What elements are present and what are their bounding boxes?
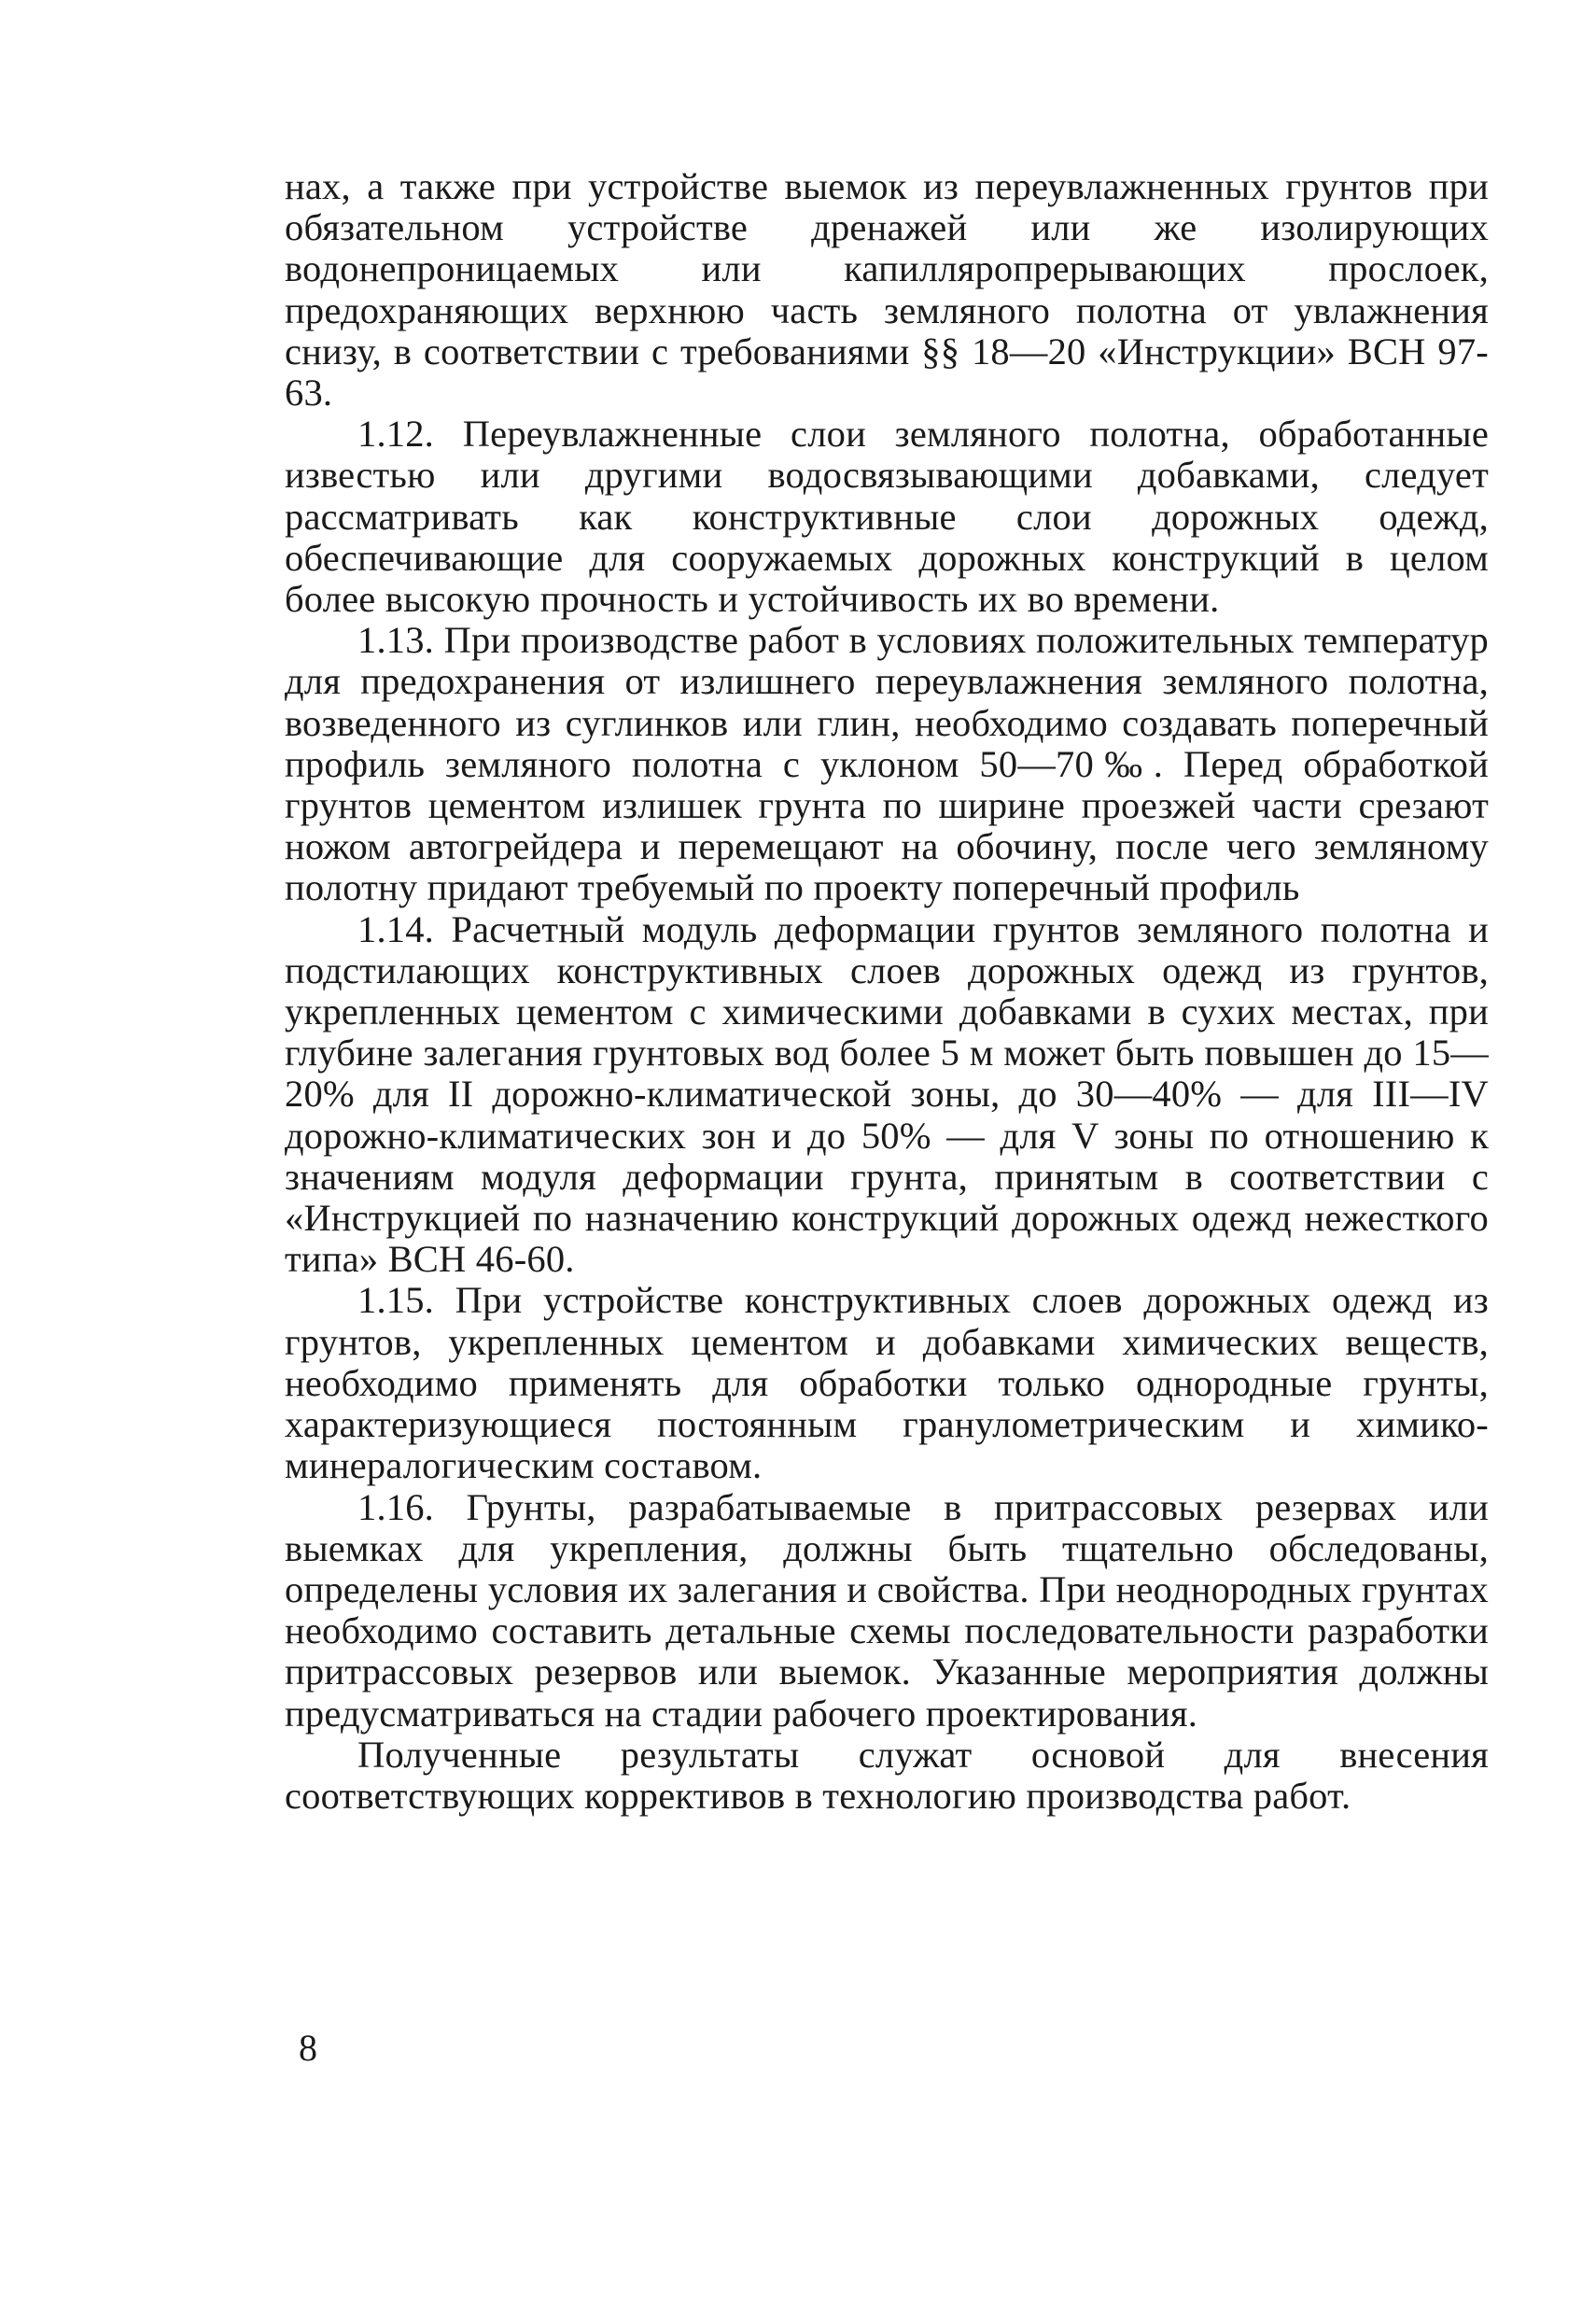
paragraph-1-15: 1.15. При устройстве конструктивных слоев дорожных одежд из грунтов, укрепленных цементом и добавками химических веществ, необходимо применять для обработки только однородные грунты, характеризующиеся постоянным гранулометрическим и химико-минералогическим составом. — [285, 1279, 1489, 1487]
paragraph-1-13: 1.13. При производстве работ в условиях положительных температур для предохранения от излишнего переувлажнения земляного полотна, возведенного из суглинков или глин, необходимо создавать поперечный профиль земляного полотна с уклоном 50—70‰. Перед обработкой грунтов цементом излишек грунта по ширине проезжей части срезают ножом автогрейдера и перемещают на обочину, после чего земляному полотну придают требуемый по проекту поперечный профиль — [285, 619, 1489, 909]
page-number: 8 — [299, 2027, 317, 2069]
paragraph-1-14: 1.14. Расчетный модуль деформации грунтов земляного полотна и подстилающих конструктивных слоев дорожных одежд из грунтов, укрепленных цементом с химическими добавками в сухих местах, при глубине залегания грунтовых вод более 5 м может быть повышен до 15—20% для II дорожно-климатической зоны, до 30—40% — для III—IV дорожно-климатических зон и до 50% — для V зоны по отношению к значениям модуля деформации грунта, принятым в соответствии с «Инструкцией по назначению конструкций дорожных одежд нежесткого типа» ВСН 46-60. — [285, 907, 1489, 1281]
paragraph-1-12: 1.12. Переувлажненные слои земляного полотна, обработанные известью или другими водосвязывающими добавками, следует рассматривать как конструктивные слои дорожных одежд, обеспечивающие для сооружаемых дорожных конструкций в целом более высокую прочность и устойчивость их во времени. — [285, 413, 1489, 621]
paragraph-continuation: нах, а также при устройстве выемок из переувлажненных грунтов при обязательном устройстве дренажей или же изолирующих водонепроницаемых или капилляропрерывающих прослоек, предохраняющих верхнюю часть земляного полотна от увлажнения снизу, в соответствии с требованиями §§ 18—20 «Инструкции» ВСН 97-63. — [285, 165, 1489, 414]
paragraph-1-16: 1.16. Грунты, разрабатываемые в притрассовых резервах или выемках для укрепления, должны быть тщательно обследованы, определены условия их залегания и свойства. При неоднородных грунтах необходимо составить детальные схемы последовательности разработки притрассовых резервов или выемок. Указанные мероприятия должны предусматриваться на стадии рабочего проектирования. — [285, 1485, 1489, 1735]
paragraph-results: Полученные результаты служат основой для внесения соответствующих коррективов в технологию производства работ. — [285, 1733, 1489, 1817]
page-body — [285, 166, 1489, 1817]
